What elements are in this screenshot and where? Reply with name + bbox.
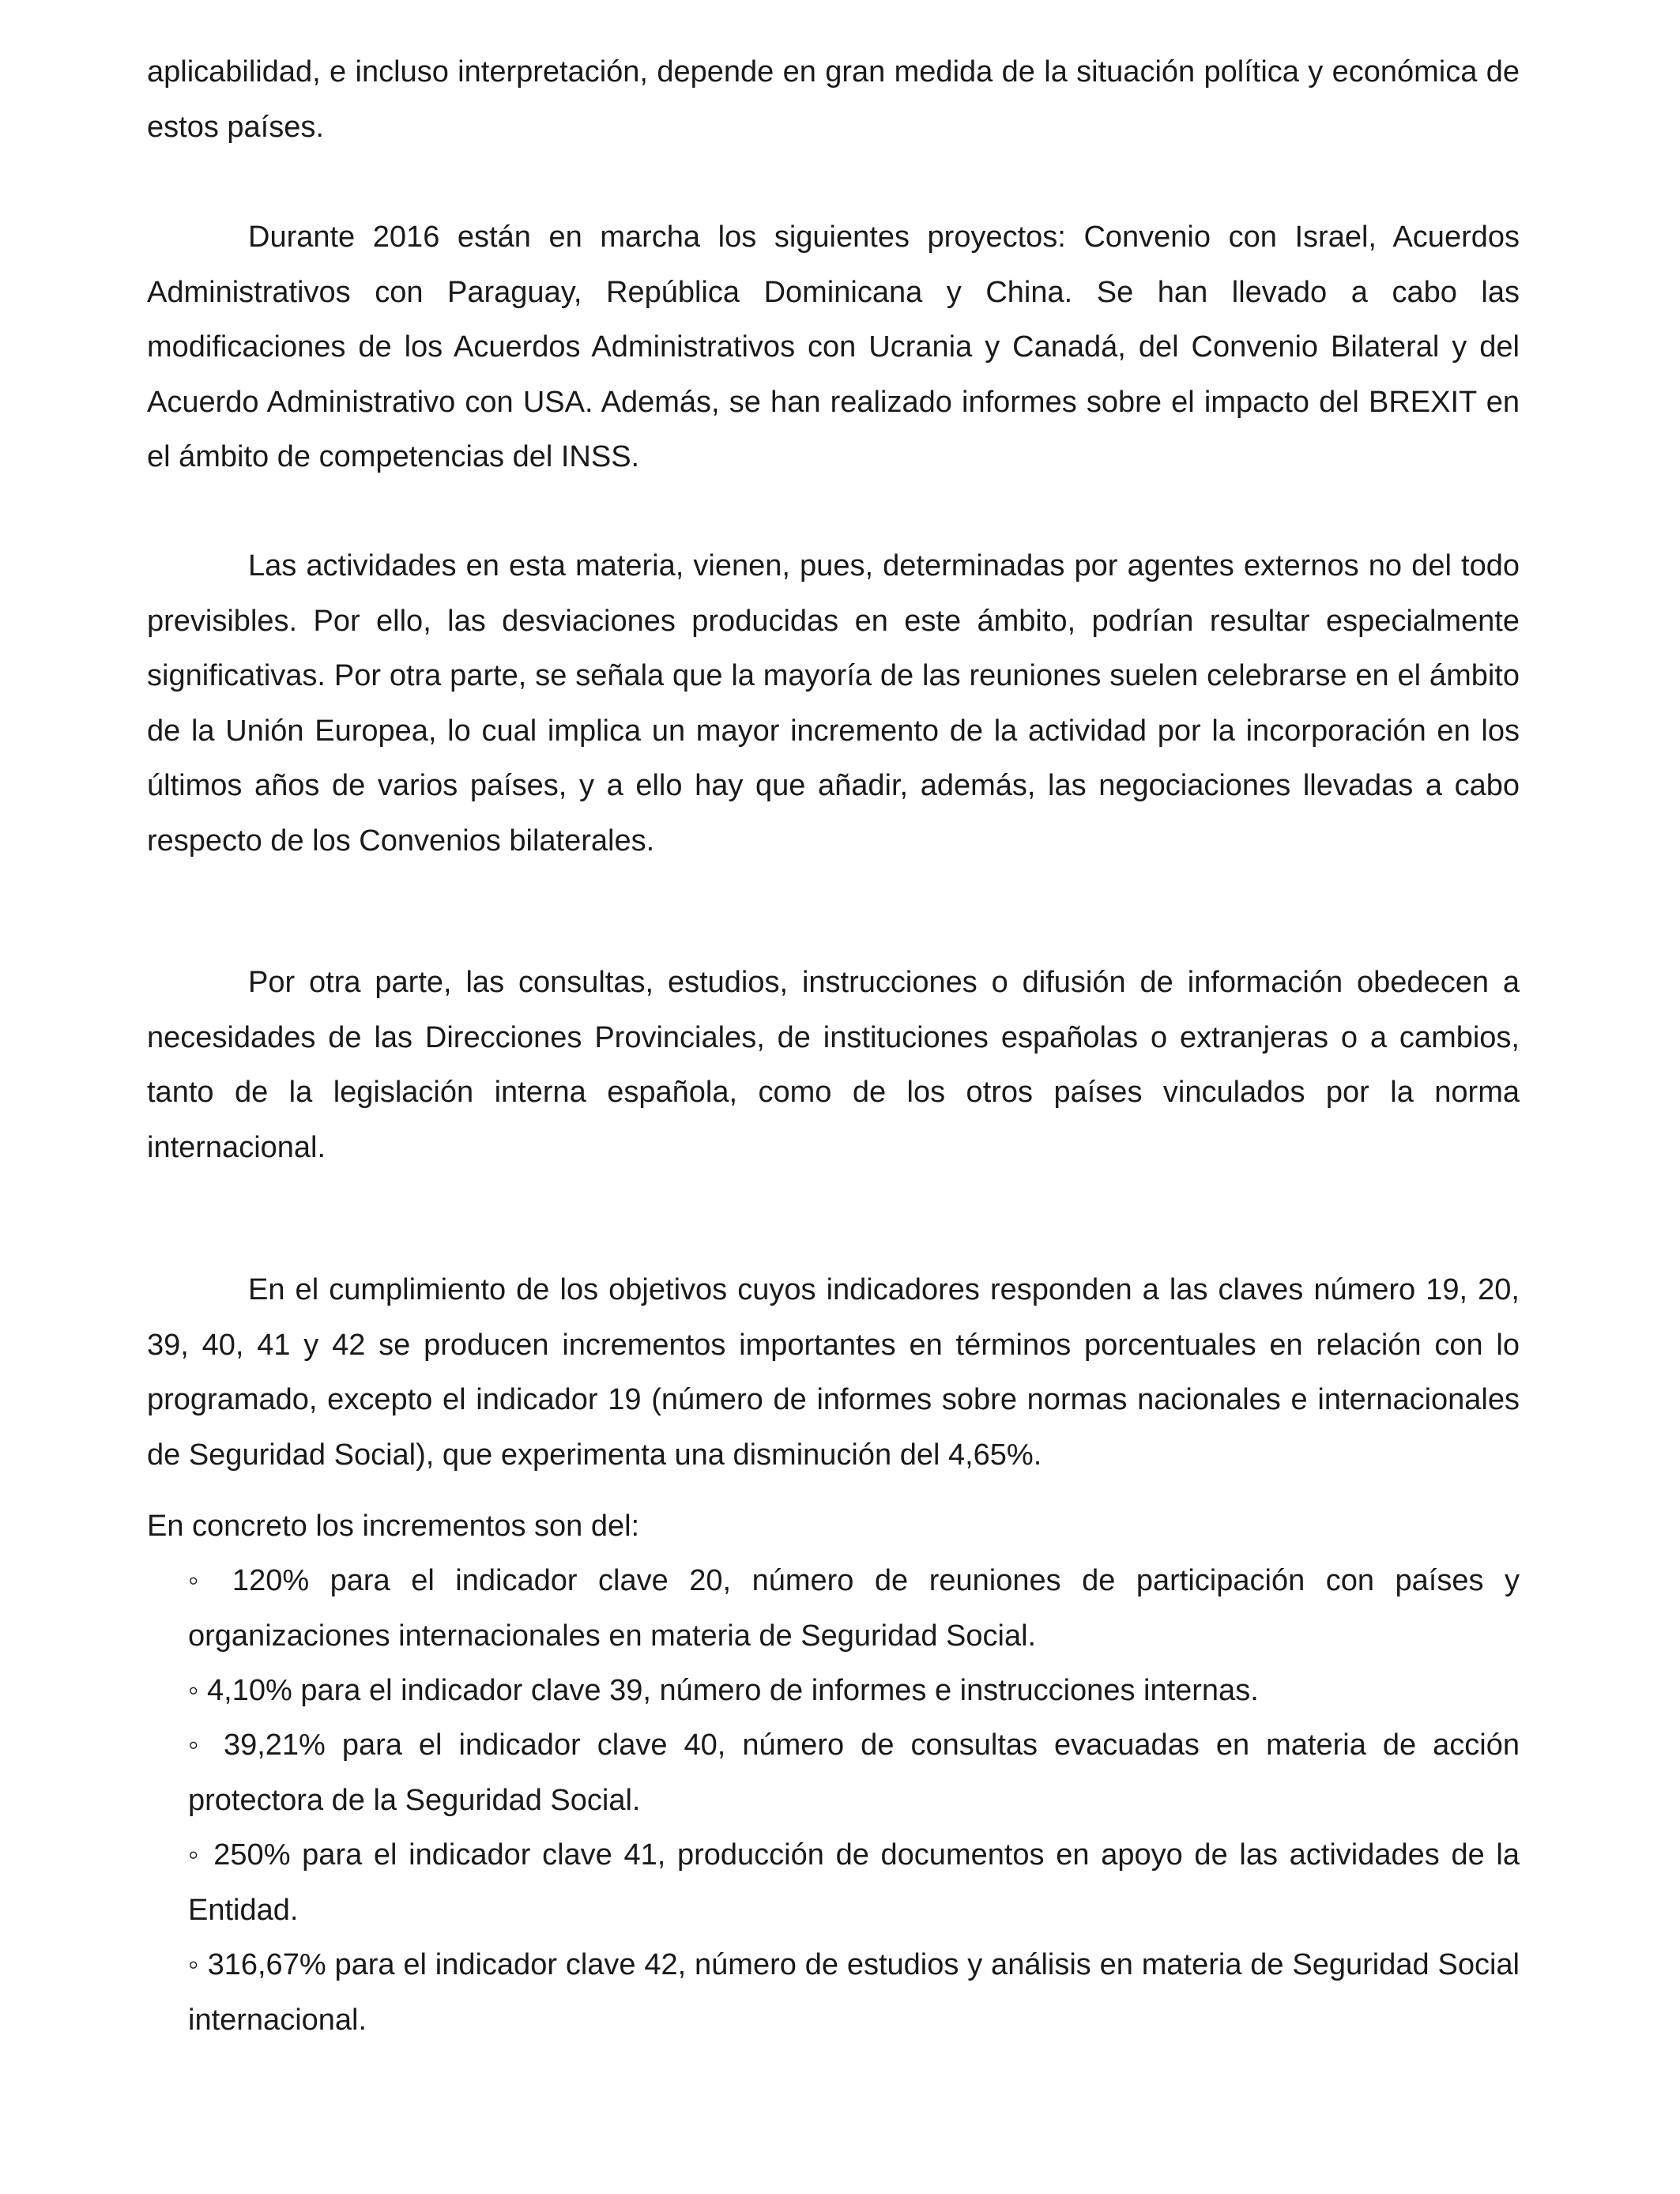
paragraph-increments-intro: En concreto los incrementos son del: xyxy=(147,1510,640,1543)
paragraph-objectives: En el cumplimiento de los objetivos cuyos indicadores responden a las claves número 19, 20, 39, 40, 41 y 42 se producen incrementos importantes en términos porcentuales en relación con lo programado, excepto el indicador 19 (número de informes sobre normas nacionales e internacionales de Seguridad Social), que experimenta una disminución del 4,65%. xyxy=(147,1273,1520,1472)
paragraph-activities: Las actividades en esta materia, vienen, pues, determinadas por agentes externos no del todo previsibles. Por ello, las desviaciones producidas en este ámbito, podrían resultar especialmente significativas. Por otra parte, se señala que la mayoría de las reuniones suelen celebrarse en el ámbito de la Unión Europea, lo cual implica un mayor incremento de la actividad por la incorporación en los últimos años de varios países, y a ello hay que añadir, además, las negociaciones llevadas a cabo respecto de los Convenios bilaterales. xyxy=(147,549,1520,858)
paragraph-applicability: aplicabilidad, e incluso interpretación, depende en gran medida de la situación política y económica de estos países. xyxy=(147,55,1520,144)
list-item-indicator-40: ◦ 39,21% para el indicador clave 40, número de consultas evacuadas en materia de acción protectora de la Seguridad Social. xyxy=(188,1728,1520,1817)
paragraph-consultations: Por otra parte, las consultas, estudios, instrucciones o difusión de información obedecen a necesidades de las Direcciones Provinciales, de instituciones españolas o extranjeras o a cambios, tanto de la legislación interna española, como de los otros países vinculados por la norma internacional. xyxy=(147,966,1520,1164)
list-item-indicator-39: ◦ 4,10% para el indicador clave 39, número de informes e instrucciones internas. xyxy=(188,1674,1259,1707)
list-item-indicator-42: ◦ 316,67% para el indicador clave 42, número de estudios y análisis en materia de Seguridad Social internacional. xyxy=(188,1948,1520,2037)
list-item-indicator-41: ◦ 250% para el indicador clave 41, producción de documentos en apoyo de las actividades de la Entidad. xyxy=(188,1838,1520,1927)
list-item-indicator-20: ◦ 120% para el indicador clave 20, número de reuniones de participación con países y organizaciones internacionales en materia de Seguridad Social. xyxy=(188,1564,1520,1653)
paragraph-projects-2016: Durante 2016 están en marcha los siguientes proyectos: Convenio con Israel, Acuerdos Administrativos con Paraguay, República Dominicana y China. Se han llevado a cabo las modificaciones de los Acuerdos Administrativos con Ucrania y Canadá, del Convenio Bilateral y del Acuerdo Administrativo con USA. Además, se han realizado informes sobre el impacto del BREXIT en el ámbito de competencias del INSS. xyxy=(147,221,1520,473)
